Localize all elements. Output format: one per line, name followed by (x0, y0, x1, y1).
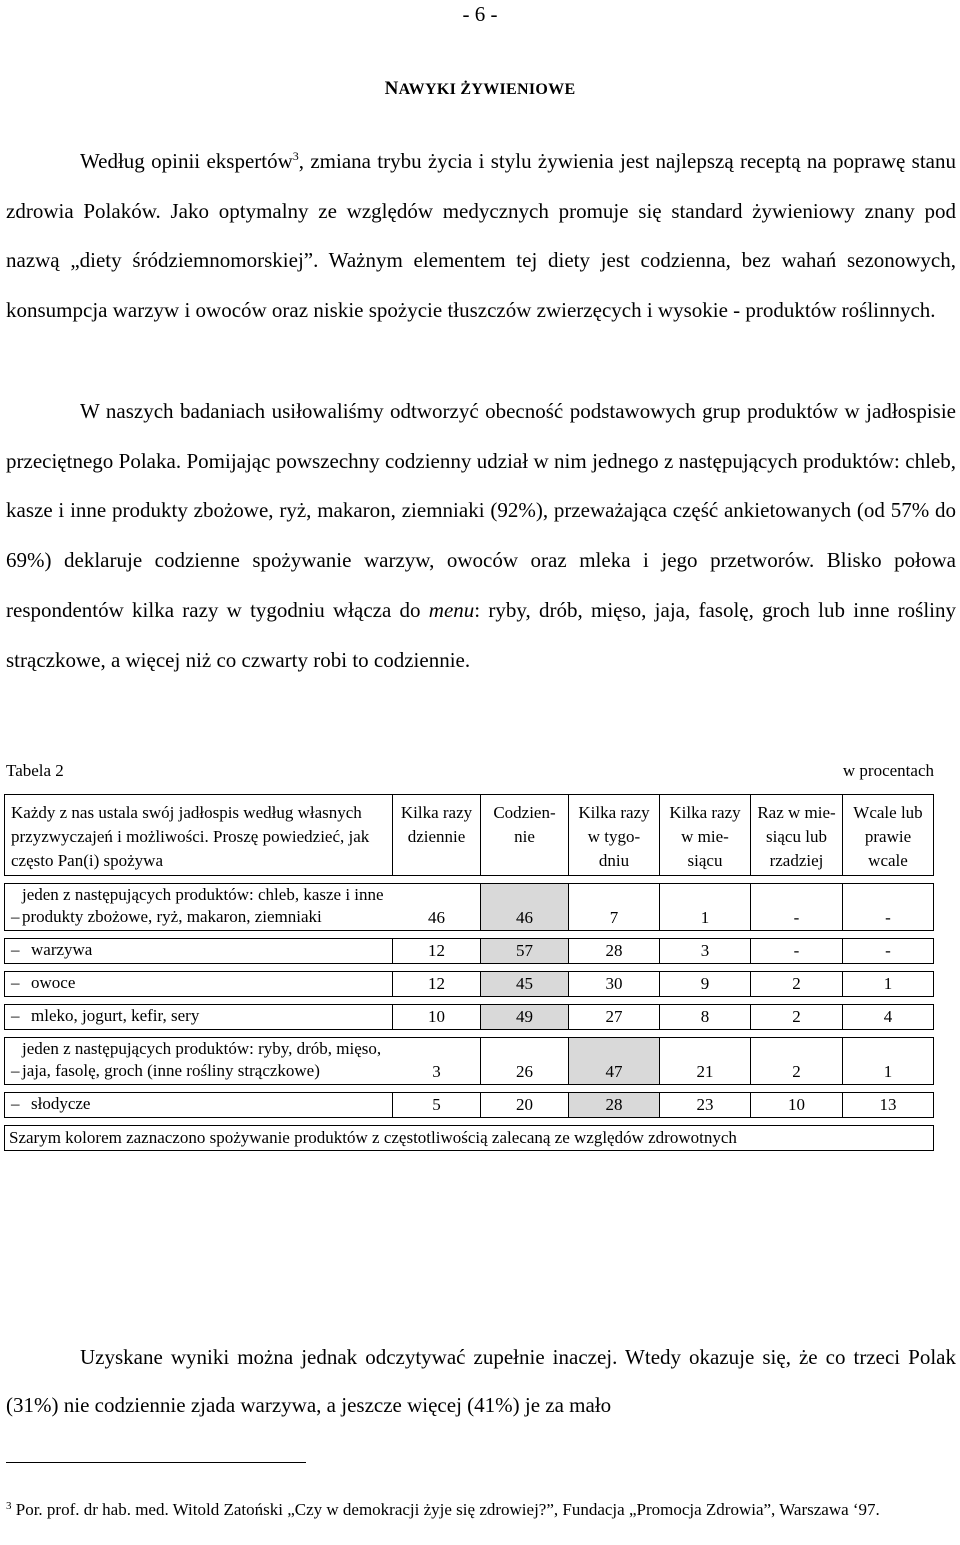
cell: 9 (660, 971, 751, 997)
cell: 1 (843, 1037, 934, 1085)
cell: 27 (569, 1004, 660, 1030)
dash-marker: – (11, 940, 20, 959)
row-label (4, 883, 393, 931)
row-label (4, 938, 393, 964)
cell: 30 (569, 971, 660, 997)
header-col-5: Raz w mie-siącu lub rzadziej (751, 794, 843, 876)
row-label-text: warzywa (31, 940, 93, 959)
row-label-text: jeden z następujących produktów: ryby, drób, mięso, jaja, fasolę, groch (inne rośliny strączkowe) (22, 1039, 382, 1080)
cell: 23 (660, 1092, 751, 1118)
table-note: Szarym kolorem zaznaczono spożywanie produktów z częstotliwością zalecaną ze względów zdrowotnych (4, 1125, 934, 1151)
footnote-ref-3[interactable]: 3 (292, 149, 299, 163)
cell: 12 (393, 971, 481, 997)
table-row (4, 1092, 934, 1118)
cell: 1 (660, 883, 751, 931)
paragraph-2-start: W naszych badaniach usiłowaliśmy odtworzyć obecność podstawowych grup produktów w jadłospisie przeciętnego Polaka. Pomijając powszechny codzienny udział w nim jednego z następujących produktów: chleb, kasze i inne produkty zbożowe, ryż, makaron, ziemniaki (92%), przeważająca część ankietowanych (od 57% do 69%) deklaruje codzienne spożywanie warzyw, owoców oraz mleka i jego przetworów. Blisko połowa respondentów kilka razy w tygodniu włącza do (6, 399, 956, 622)
paragraph-2-rest: : ryby, drób, mięso, jaja, fasolę, groch lub inne rośliny strączkowe, a więcej niż co czwarty robi to codziennie. (6, 597, 956, 672)
row-label (4, 971, 393, 997)
cell-highlighted: 49 (481, 1004, 569, 1030)
header-col-1: Kilka razy dziennie (393, 794, 481, 876)
header-col-6: Wcale lub prawie wcale (843, 794, 934, 876)
row-label-text: słodycze (31, 1094, 91, 1113)
table-row (4, 971, 934, 997)
cell: 12 (393, 938, 481, 964)
menu-emphasis: menu (428, 597, 475, 622)
row-label (4, 1004, 393, 1030)
paragraph-2 (6, 387, 956, 685)
section-heading (0, 78, 960, 100)
cell-highlighted: 45 (481, 971, 569, 997)
cell: 4 (843, 1004, 934, 1030)
cell: 5 (393, 1092, 481, 1118)
dash-marker: – (11, 973, 20, 992)
paragraph-1-rest: , zmiana trybu życia i stylu żywienia jest najlepszą receptą na poprawę stanu zdrowia Polaków. Jako optymalny ze względów medycznych promuje się standard żywieniowy znany pod nazwą „diety śródziemnomorskiej”. Ważnym elementem tej diety jest codzienna, bez wahań sezonowych, konsumpcja warzyw i owoców oraz niskie spożycie tłuszczów zwierzęcych i wysokie - produktów roślinnych. (6, 149, 957, 323)
table-row (4, 1037, 934, 1085)
cell: 20 (481, 1092, 569, 1118)
cell: 3 (393, 1037, 481, 1085)
row-label-text: jeden z następujących produktów: chleb, kasze i inne produkty zbożowe, ryż, makaron, ziemniaki (21, 885, 384, 926)
cell: - (843, 883, 934, 931)
cell: 46 (393, 883, 481, 931)
cell: - (843, 938, 934, 964)
dash-marker: – (11, 907, 20, 926)
table-note-row (4, 1125, 934, 1151)
heading-rest: AWYKI ŻYWIENIOWE (398, 81, 576, 98)
footnote (6, 1497, 956, 1523)
table-unit: w procentach (842, 761, 934, 780)
cell: 1 (843, 971, 934, 997)
header-col-4: Kilka razy w mie-siącu (660, 794, 751, 876)
row-label-text: mleko, jogurt, kefir, sery (31, 1006, 200, 1025)
cell: - (751, 883, 843, 931)
row-label-text: owoce (31, 973, 76, 992)
table-row (4, 883, 934, 931)
footnote-separator (6, 1462, 306, 1463)
cell: - (751, 938, 843, 964)
dash-marker: – (11, 1061, 20, 1080)
cell: 26 (481, 1037, 569, 1085)
cell: 2 (751, 971, 843, 997)
table-header-row (4, 794, 934, 876)
table-row (4, 938, 934, 964)
footnote-text: Por. prof. dr hab. med. Witold Zatoński „Czy w demokracji żyje się zdrowiej?”, Fundacja „Promocja Zdrowia”, Warszawa ‘97. (11, 1500, 880, 1519)
table-caption: Tabela 2 (6, 761, 64, 780)
footnote-number: 3 (6, 1500, 12, 1512)
row-label (4, 1092, 393, 1118)
header-col-2: Codzien-nie (481, 794, 569, 876)
paragraph-1-start: Według opinii ekspertów (80, 149, 293, 173)
cell: 3 (660, 938, 751, 964)
cell-highlighted: 28 (569, 1092, 660, 1118)
header-col-3: Kilka razy w tygo-dniu (569, 794, 660, 876)
dash-marker: – (11, 1006, 20, 1025)
cell-highlighted: 47 (569, 1037, 660, 1085)
table-row (4, 1004, 934, 1030)
cell-highlighted: 57 (481, 938, 569, 964)
paragraph-3 (6, 1333, 956, 1429)
cell-highlighted: 46 (481, 883, 569, 931)
cell: 10 (393, 1004, 481, 1030)
heading-initial: N (384, 78, 399, 99)
paragraph-3-text: Uzyskane wyniki można jednak odczytywać zupełnie inaczej. Wtedy okazuje się, że co trzeci Polak (31%) nie codziennie zjada warzywa, a jeszcze więcej (41%) je za mało (6, 1345, 956, 1417)
row-label (4, 1037, 393, 1085)
diet-frequency-table (4, 787, 934, 1158)
header-question: Każdy z nas ustala swój jadłospis według własnych przyzwyczajeń i możliwości. Proszę powiedzieć, jak często Pan(i) spożywa (4, 794, 393, 876)
cell: 13 (843, 1092, 934, 1118)
cell: 7 (569, 883, 660, 931)
page-number: - 6 - (462, 2, 498, 26)
paragraph-1 (6, 137, 956, 336)
cell: 2 (751, 1004, 843, 1030)
cell: 10 (751, 1092, 843, 1118)
cell: 21 (660, 1037, 751, 1085)
cell: 8 (660, 1004, 751, 1030)
cell: 2 (751, 1037, 843, 1085)
cell: 28 (569, 938, 660, 964)
dash-marker: – (11, 1094, 20, 1113)
